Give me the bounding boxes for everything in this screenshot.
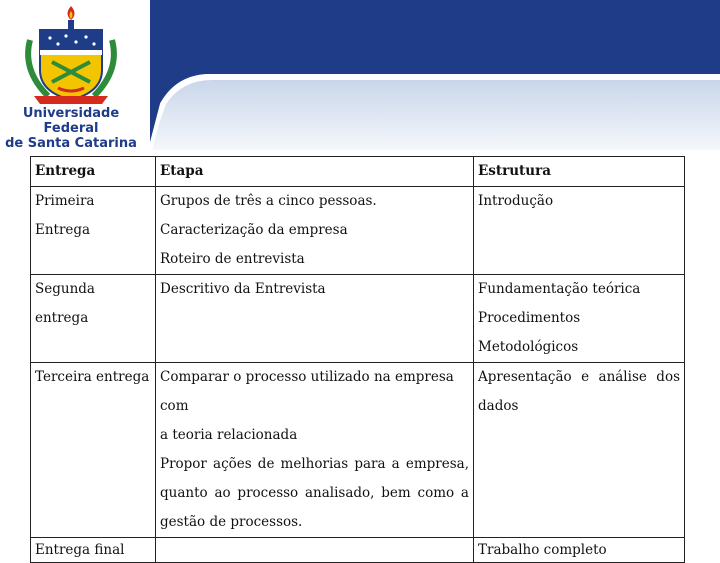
etapa-line: gestão de processos.: [160, 514, 303, 530]
etapa-line: Descritivo da Entrevista: [160, 281, 326, 297]
table-header-row: [31, 157, 685, 187]
cell-etapa: [156, 275, 474, 363]
table-row: [31, 363, 685, 538]
cell-estrutura: [474, 363, 685, 538]
table-row: [31, 275, 685, 363]
estrutura-line: Apresentação e análise dos: [478, 369, 680, 385]
cell-estrutura: [474, 187, 685, 275]
etapa-line: Roteiro de entrevista: [160, 251, 305, 267]
etapa-line: Caracterização da empresa: [160, 222, 348, 238]
cell-entrega: Primeira Entrega: [31, 187, 156, 275]
header-entrega: Entrega: [31, 157, 156, 187]
etapa-line: a teoria relacionada: [160, 427, 298, 443]
cell-estrutura: [474, 275, 685, 363]
estrutura-line: Procedimentos Metodológicos: [478, 310, 581, 355]
university-name-line1: Universidade Federal: [22, 106, 120, 136]
estrutura-line: dados: [478, 398, 519, 414]
cell-etapa: [156, 363, 474, 538]
header-estrutura: Estrutura: [474, 157, 685, 187]
cell-estrutura: [474, 538, 685, 563]
cell-etapa: [156, 187, 474, 275]
university-name-line2: de Santa Catarina: [5, 136, 137, 151]
etapa-line: Propor ações de melhorias para a empresa,: [160, 456, 469, 472]
university-name: [0, 106, 142, 151]
table-row: [31, 187, 685, 275]
delivery-schedule-table: [30, 156, 685, 563]
etapa-line: Grupos de três a cinco pessoas.: [160, 193, 377, 209]
cell-etapa: [156, 538, 474, 563]
estrutura-line: Introdução: [478, 193, 554, 209]
etapa-line: Comparar o processo utilizado na empresa com: [160, 369, 454, 414]
cell-entrega: Terceira entrega: [31, 363, 156, 538]
cell-entrega: Segunda entrega: [31, 275, 156, 363]
header-etapa: Etapa: [156, 157, 474, 187]
estrutura-line: Fundamentação teórica: [478, 281, 641, 297]
etapa-line: quanto ao processo analisado, bem como a: [160, 485, 469, 501]
table-row: [31, 538, 685, 563]
cell-entrega: Entrega final: [31, 538, 156, 563]
estrutura-line: Trabalho completo: [478, 542, 607, 558]
